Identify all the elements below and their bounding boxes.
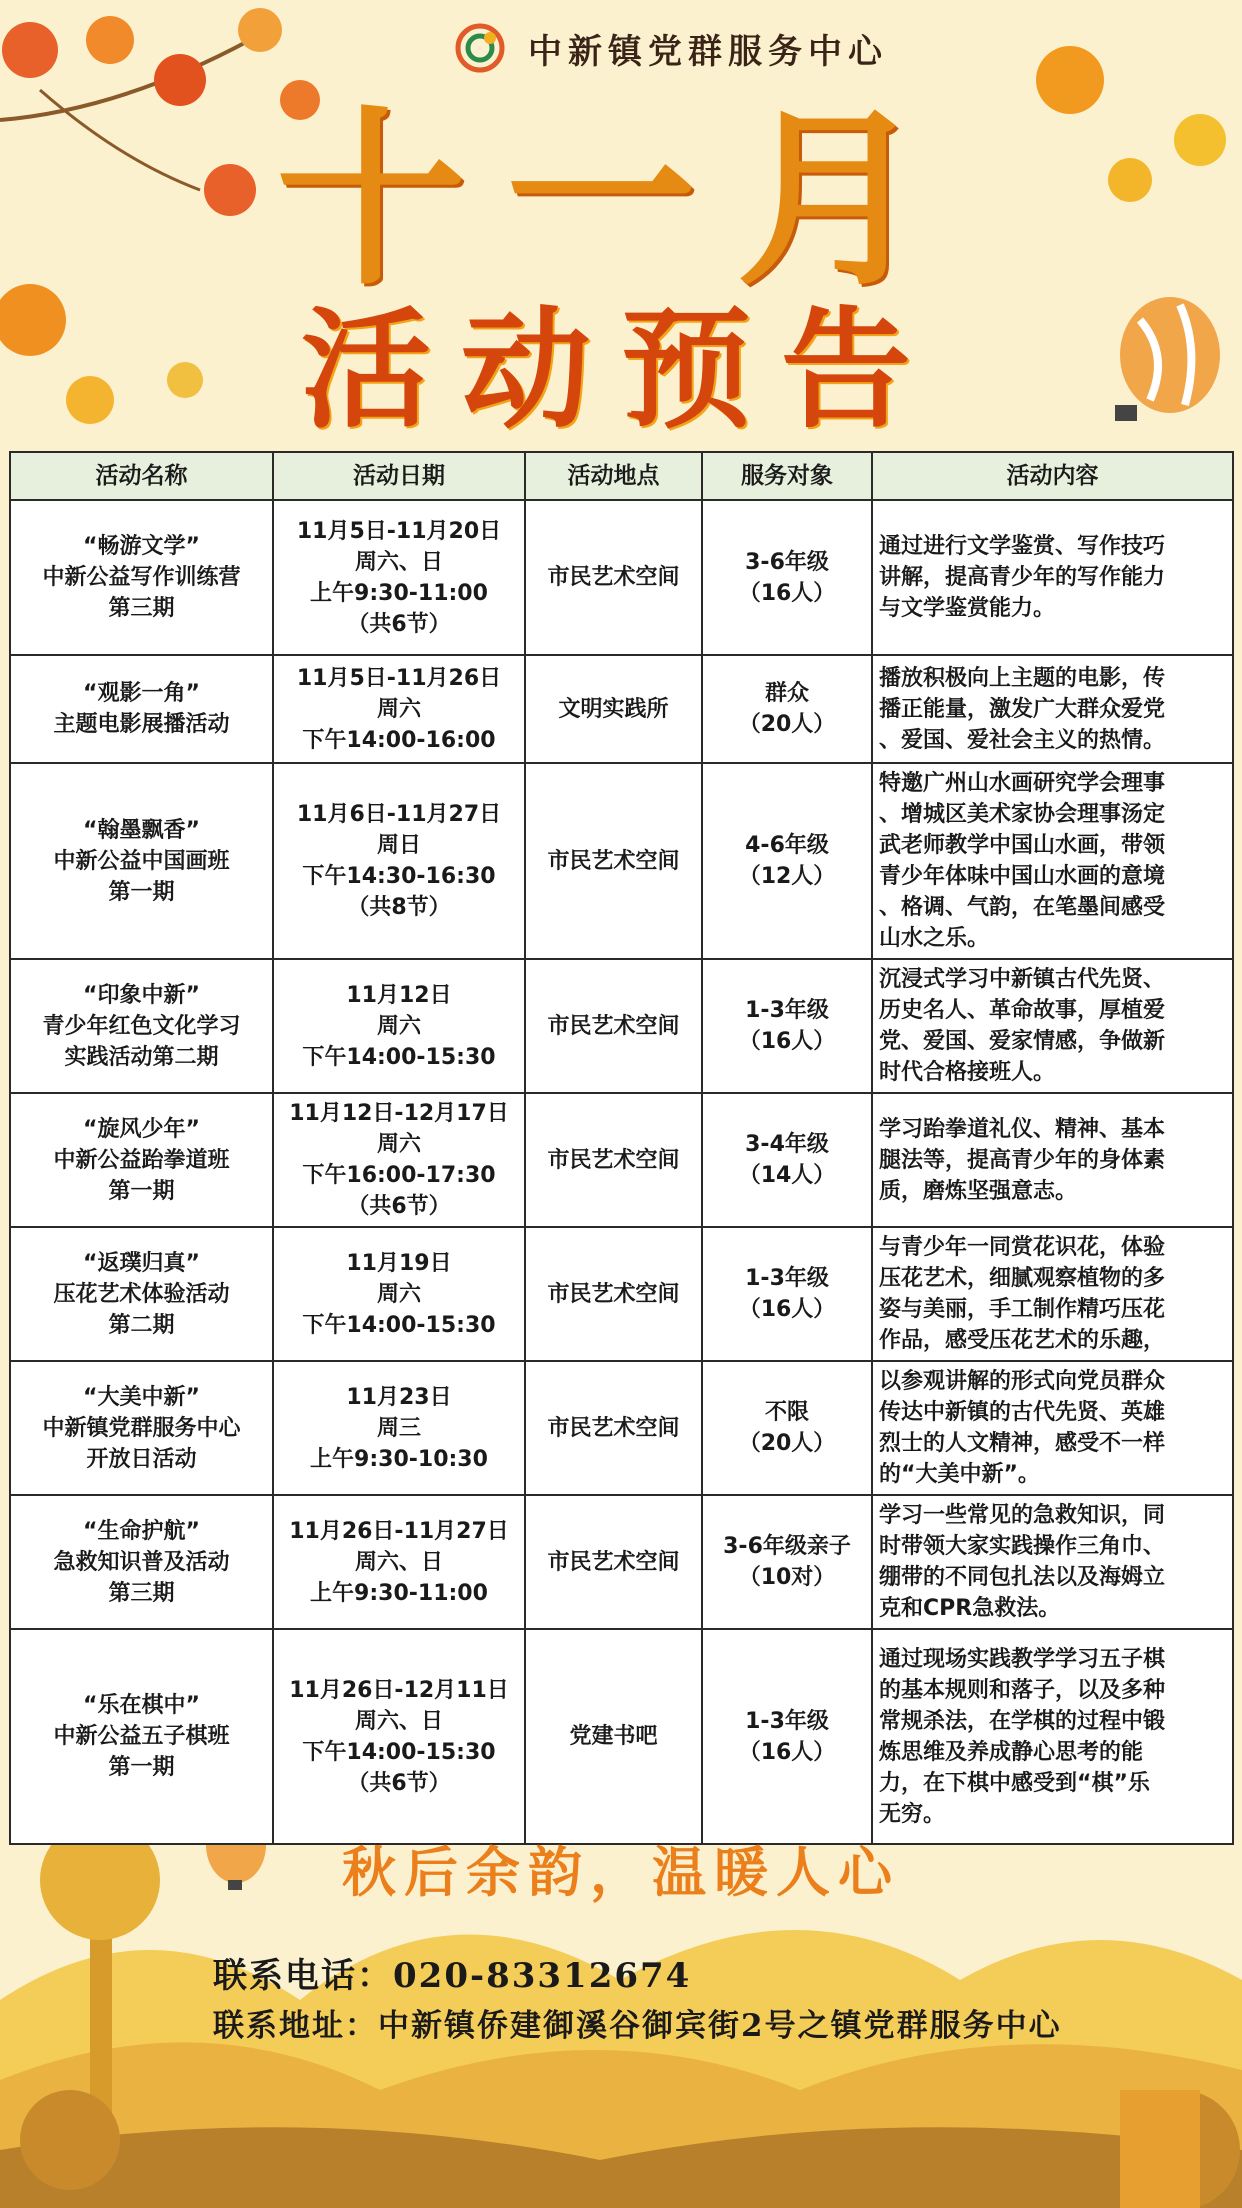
activity-name: [10, 500, 273, 655]
table-row: [10, 655, 1233, 763]
activity-date: [273, 1495, 525, 1629]
activity-content-line: 以参观讲解的形式向党员群众: [879, 1369, 1166, 1394]
table-row: [10, 1629, 1233, 1844]
activity-content-line: 讲解，提高青少年的写作能力: [879, 565, 1166, 590]
activity-name-line: 中新公益中国画班: [53, 848, 230, 874]
activity-content: [872, 655, 1233, 763]
activity-place: 党建书吧: [525, 1629, 702, 1844]
activity-content-line: 播正能量，激发广大群众爱党: [879, 696, 1166, 722]
activity-content-line: 学习一些常见的急救知识，同: [879, 1503, 1166, 1528]
activity-name-line: 第一期: [108, 1178, 175, 1204]
activity-target-line: （20人）: [738, 1431, 836, 1456]
activity-target: [702, 763, 872, 959]
activity-content-line: 力，在下棋中感受到“棋”乐: [879, 1770, 1150, 1796]
activity-content-line: 学习跆拳道礼仪、精神、基本: [879, 1116, 1166, 1142]
activity-date-line: 周六、日: [354, 549, 443, 575]
activity-name-line: 主题电影展播活动: [53, 712, 230, 737]
activity-content-line: 传达中新镇的古代先贤、英雄: [879, 1400, 1166, 1425]
activity-place: 市民艺术空间: [525, 1361, 702, 1495]
activity-content-line: 腿法等，提高青少年的身体素: [879, 1147, 1166, 1173]
contact-address: 联系地址：中新镇侨建御溪谷御宾街2号之镇党群服务中心: [213, 2008, 1062, 2044]
activity-target-line: 1-3年级: [745, 1266, 829, 1291]
activity-date-line: 11月26日-12月11日: [289, 1677, 509, 1703]
activity-name: [10, 1227, 273, 1361]
activity-place: 市民艺术空间: [525, 500, 702, 655]
activity-content-line: 、格调、气韵，在笔墨间感受: [879, 895, 1166, 920]
activity-date-line: 上午9:30-11:00: [310, 1580, 488, 1606]
contact-phone: 联系电话：020-83312674: [213, 1956, 692, 1996]
table-row: [10, 1361, 1233, 1495]
activity-date-line: 下午14:00-15:30: [302, 1312, 496, 1338]
table-row: [10, 1227, 1233, 1361]
activity-date: [273, 500, 525, 655]
activity-target: [702, 500, 872, 655]
activity-target-line: 不限: [764, 1400, 809, 1425]
activity-date: [273, 763, 525, 959]
activity-date: [273, 1227, 525, 1361]
activity-date-line: （共6节）: [347, 1194, 451, 1219]
activity-content-line: 时带领大家实践操作三角巾、: [879, 1534, 1166, 1559]
activity-place: 市民艺术空间: [525, 959, 702, 1093]
activity-date-line: 11月12日: [346, 982, 452, 1008]
activity-content: [872, 1227, 1233, 1361]
activity-content-line: 党、爱国、爱家情感，争做新: [879, 1029, 1166, 1054]
activity-target-line: （12人）: [738, 864, 836, 889]
activity-name-line: “返璞归真”: [83, 1250, 200, 1276]
activity-date-line: 11月19日: [346, 1250, 452, 1276]
activity-name-line: “生命护航”: [83, 1518, 200, 1544]
activity-content-line: 通过进行文学鉴赏、写作技巧: [879, 534, 1166, 559]
activity-content-line: 特邀广州山水画研究学会理事: [879, 771, 1166, 796]
activity-content-line: 、爱国、爱社会主义的热情。: [879, 727, 1166, 753]
activity-name: [10, 1361, 273, 1495]
activity-name: [10, 1629, 273, 1844]
org-name: 中新镇党群服务中心: [528, 31, 888, 72]
col-header-content: 活动内容: [872, 452, 1233, 500]
activity-name-line: 第三期: [108, 596, 175, 621]
activity-name-line: 青少年红色文化学习: [42, 1013, 241, 1039]
activity-date-line: 上午9:30-10:30: [310, 1446, 488, 1472]
title-subtitle: 活动预告: [300, 293, 941, 446]
activity-date-line: 上午9:30-11:00: [310, 580, 488, 606]
activity-name-line: “大美中新”: [83, 1384, 200, 1410]
activity-date-line: 周日: [376, 833, 421, 858]
activity-name-line: 压花艺术体验活动: [53, 1281, 230, 1307]
activity-date-line: 周六: [376, 1281, 421, 1307]
activity-content-line: 的“大美中新”。: [879, 1462, 1040, 1487]
activity-date-line: 周六: [376, 1013, 421, 1039]
activity-name-line: 第二期: [108, 1312, 175, 1338]
activity-content-line: 姿与美丽，手工制作精巧压花: [879, 1297, 1166, 1322]
activity-name-line: 急救知识普及活动: [53, 1549, 230, 1575]
activity-target-line: 3-6年级: [745, 549, 829, 575]
activity-target-line: 3-6年级亲子: [723, 1534, 851, 1559]
activity-date-line: 11月26日-11月27日: [289, 1518, 509, 1544]
activity-target-line: 1-3年级: [745, 998, 829, 1023]
activity-target-line: （16人）: [738, 1297, 836, 1322]
activity-content-line: 时代合格接班人。: [879, 1060, 1056, 1085]
activity-content-line: 压花艺术，细腻观察植物的多: [879, 1266, 1166, 1291]
activity-target: [702, 655, 872, 763]
activity-name-line: “畅游文学”: [83, 534, 200, 559]
activity-place: 市民艺术空间: [525, 1093, 702, 1227]
org-header: [440, 18, 888, 78]
activity-date: [273, 655, 525, 763]
activity-content-line: 与文学鉴赏能力。: [879, 596, 1056, 621]
activity-date-line: 下午14:30-16:30: [302, 864, 496, 889]
activity-target: [702, 1361, 872, 1495]
table-row: [10, 1093, 1233, 1227]
table-row: [10, 500, 1233, 655]
activity-content-line: 常规杀法，在学棋的过程中锻: [879, 1708, 1166, 1734]
activity-content-line: 青少年体味中国山水画的意境: [879, 864, 1166, 889]
activity-content-line: 绷带的不同包扎法以及海姆立: [879, 1565, 1166, 1590]
activity-place: 市民艺术空间: [525, 1227, 702, 1361]
activity-date: [273, 1093, 525, 1227]
activity-content-line: 与青少年一同赏花识花，体验: [879, 1235, 1166, 1260]
activity-name: [10, 959, 273, 1093]
activity-date-line: （共8节）: [347, 895, 451, 920]
activity-date: [273, 1629, 525, 1844]
activity-date-line: 周六、日: [354, 1549, 443, 1575]
activity-place: 市民艺术空间: [525, 1495, 702, 1629]
activity-date-line: 下午14:00-15:30: [302, 1044, 496, 1070]
activity-name-line: 中新公益五子棋班: [53, 1724, 230, 1749]
activity-content-line: 播放积极向上主题的电影，传: [879, 665, 1166, 691]
table-header-row: [10, 452, 1233, 500]
activity-target: [702, 959, 872, 1093]
activity-date-line: （共6节）: [347, 1770, 451, 1796]
slogan: 秋后余韵，温暖人心: [342, 1840, 900, 1904]
activity-table: [9, 451, 1234, 1845]
activity-content-line: 沉浸式学习中新镇古代先贤、: [879, 967, 1166, 992]
activity-date-line: 下午16:00-17:30: [302, 1163, 496, 1188]
activity-name-line: 第一期: [108, 1755, 175, 1780]
activity-date-line: 11月5日-11月20日: [296, 518, 502, 544]
activity-date-line: （共6节）: [347, 611, 451, 637]
activity-date-line: 11月23日: [346, 1384, 452, 1410]
activity-date-line: 下午14:00-15:30: [302, 1739, 496, 1765]
activity-name-line: 开放日活动: [86, 1446, 197, 1472]
activity-date-line: 下午14:00-16:00: [302, 727, 496, 753]
activity-content: [872, 1629, 1233, 1844]
table-row: [10, 959, 1233, 1093]
activity-name-line: 中新公益写作训练营: [42, 565, 241, 590]
activity-target: [702, 1495, 872, 1629]
table-row: [10, 763, 1233, 959]
col-header-date: 活动日期: [273, 452, 525, 500]
activity-date-line: 11月5日-11月26日: [296, 665, 502, 691]
activity-content-line: 烈士的人文精神，感受不一样: [879, 1431, 1166, 1456]
activity-content-line: 山水之乐。: [879, 926, 990, 951]
activity-target-line: （16人）: [738, 1029, 836, 1054]
activity-target-line: 群众: [764, 681, 809, 706]
activity-name-line: “观影一角”: [83, 681, 200, 706]
activity-target-line: 4-6年级: [745, 833, 829, 858]
activity-place: 文明实践所: [525, 655, 702, 763]
activity-target-line: （14人）: [738, 1163, 836, 1188]
activity-content-line: 炼思维及养成静心思考的能: [879, 1739, 1144, 1765]
activity-date-line: 11月12日-12月17日: [289, 1101, 509, 1126]
activity-content-line: 通过现场实践教学学习五子棋: [879, 1646, 1166, 1672]
activity-content: [872, 763, 1233, 959]
activity-name-line: 第三期: [108, 1580, 175, 1606]
col-header-name: 活动名称: [10, 452, 273, 500]
activity-target: [702, 1093, 872, 1227]
activity-content-line: 、增城区美术家协会理事汤定: [879, 802, 1166, 827]
activity-target-line: （16人）: [738, 1739, 836, 1765]
activity-content-line: 武老师教学中国山水画，带领: [879, 833, 1166, 858]
activity-name-line: 实践活动第二期: [64, 1044, 219, 1070]
activity-name: [10, 1495, 273, 1629]
activity-target-line: （20人）: [738, 712, 836, 737]
activity-name-line: 中新镇党群服务中心: [42, 1415, 241, 1441]
activity-target-line: （16人）: [738, 580, 836, 606]
activity-name-line: “翰墨飘香”: [83, 817, 200, 843]
activity-target-line: 3-4年级: [745, 1132, 829, 1157]
activity-name: [10, 763, 273, 959]
activity-date-line: 周三: [376, 1415, 421, 1441]
table-row: [10, 1495, 1233, 1629]
activity-name-line: “乐在棋中”: [83, 1693, 200, 1718]
activity-date: [273, 959, 525, 1093]
activity-date: [273, 1361, 525, 1495]
activity-content: [872, 1495, 1233, 1629]
col-header-target: 服务对象: [702, 452, 872, 500]
activity-content-line: 克和CPR急救法。: [879, 1596, 1061, 1621]
activity-content-line: 无穷。: [879, 1801, 946, 1827]
activity-date-line: 周六: [376, 1132, 421, 1157]
activity-name-line: 第一期: [108, 879, 175, 905]
activity-target: [702, 1227, 872, 1361]
activity-content-line: 作品，感受压花艺术的乐趣，: [879, 1328, 1166, 1353]
activity-name-line: “旋风少年”: [83, 1116, 200, 1142]
activity-target: [702, 1629, 872, 1844]
activity-name: [10, 655, 273, 763]
activity-content-line: 历史名人、革命故事，厚植爱: [879, 998, 1166, 1023]
activity-target-line: （10对）: [738, 1565, 836, 1590]
activity-place: 市民艺术空间: [525, 763, 702, 959]
activity-content-line: 的基本规则和落子，以及多种: [879, 1677, 1166, 1703]
title-month: 十一月: [275, 88, 966, 311]
activity-date-line: 周六、日: [354, 1708, 443, 1734]
activity-content: [872, 500, 1233, 655]
activity-name-line: 中新公益跆拳道班: [53, 1147, 230, 1173]
activity-content: [872, 1361, 1233, 1495]
activity-content-line: 质，磨炼坚强意志。: [879, 1178, 1078, 1204]
col-header-place: 活动地点: [525, 452, 702, 500]
activity-target-line: 1-3年级: [745, 1708, 829, 1734]
activity-content: [872, 959, 1233, 1093]
activity-date-line: 11月6日-11月27日: [296, 802, 502, 827]
activity-name: [10, 1093, 273, 1227]
activity-date-line: 周六: [376, 696, 421, 722]
activity-content: [872, 1093, 1233, 1227]
activity-name-line: “印象中新”: [83, 982, 200, 1008]
